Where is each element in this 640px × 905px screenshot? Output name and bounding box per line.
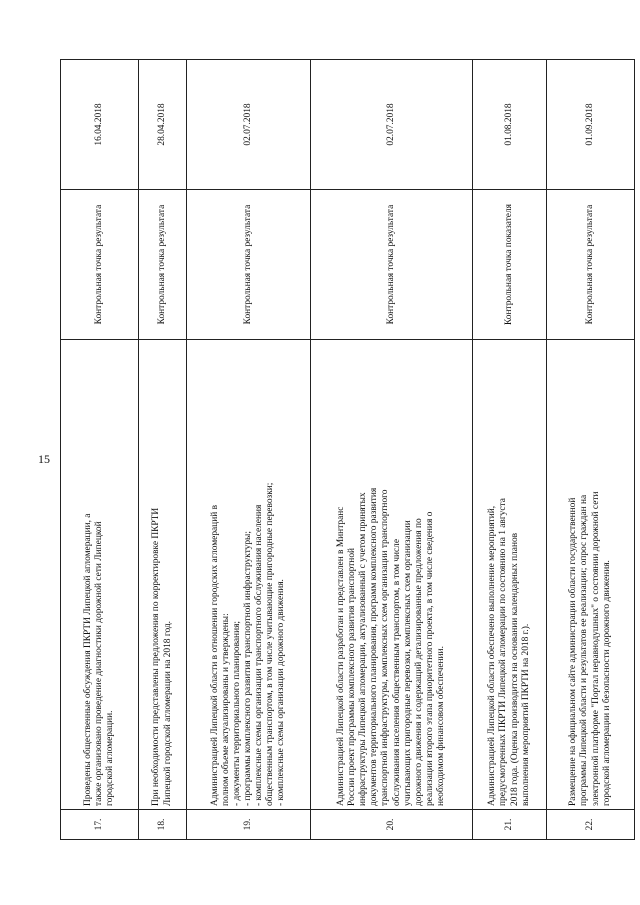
row-number: 20. <box>311 810 473 840</box>
description-line: Администрацией Липецкой области в отношении городских агломераций в <box>209 504 220 806</box>
description-line: учитывающих пригородные перевозки, комплексных схем организации <box>402 520 413 806</box>
description-line: 2018 года. (Оценка производится на основании календарных планов <box>509 532 520 806</box>
event-description <box>473 340 547 810</box>
description-line: городской агломерации. <box>105 710 116 806</box>
event-description <box>547 340 635 810</box>
description-line: реализации второго этапа приоритетного проекта, в том числе сведения о <box>424 511 435 806</box>
description-line: общественным транспортом, в том числе учитывающие пригородные перевозки; <box>265 482 276 806</box>
description-line: России проект программы комплексного развития транспортной <box>347 547 358 806</box>
table-container <box>60 60 612 840</box>
description-line: полном объеме актуализированы и утверждены: <box>220 613 231 806</box>
row-number: 22. <box>547 810 635 840</box>
deadline-date: 02.07.2018 <box>311 60 473 190</box>
description-line: дорожного движения и содержащий детализированные предложения по <box>413 518 424 806</box>
event-description <box>61 340 139 810</box>
description-line: выполнения мероприятий ПКРТИ на 2018 г.). <box>520 623 531 806</box>
description-line: программы Липецкой области и результатов ее реализации; опрос граждан на <box>579 494 590 806</box>
deadline-date: 01.09.2018 <box>547 60 635 190</box>
description-line: - программы комплексного развития транспортной инфраструктуры; <box>242 531 253 806</box>
description-line: - комплексные схемы организации транспортного обслуживания населения <box>254 504 265 806</box>
control-point-type: Контрольная точка результата <box>61 190 139 340</box>
description-line: инфраструктуры Липецкой агломерации, актуализованный с учетом принятых <box>358 492 369 806</box>
page-number: 15 <box>38 452 50 466</box>
description-line: Администрацией Липецкой области обеспечено выполнение мероприятий, <box>487 505 498 806</box>
event-description <box>311 340 473 810</box>
description-line: электронной платформе "Портал неравнодушных" о состоянии дорожной сети <box>590 491 601 806</box>
row-number: 21. <box>473 810 547 840</box>
description-line: Размещение на официальном сайте администрации области государственной <box>568 497 579 806</box>
table-row <box>61 60 139 840</box>
control-point-type: Контрольная точка результата <box>187 190 311 340</box>
control-points-table <box>60 59 635 840</box>
description-line: При необходимости представлены предложения по корректировке ПКРТИ <box>151 507 162 806</box>
control-point-type: Контрольная точка результата <box>311 190 473 340</box>
description-line: - комплексные схемы организации дорожного движения. <box>276 579 287 806</box>
control-point-type: Контрольная точка результата <box>139 190 187 340</box>
description-line: также организовано проведение диагностики дорожной сети Липецкой <box>93 521 104 806</box>
description-line: городской агломерации и безопасности дорожного движения. <box>601 560 612 806</box>
control-point-type: Контрольная точка результата <box>547 190 635 340</box>
description-line: необходимом финансовом обеспечении. <box>435 646 446 806</box>
table-row <box>139 60 187 840</box>
row-number: 18. <box>139 810 187 840</box>
table-row <box>473 60 547 840</box>
row-number: 17. <box>61 810 139 840</box>
table-row <box>187 60 311 840</box>
table-row <box>311 60 473 840</box>
deadline-date: 28.04.2018 <box>139 60 187 190</box>
description-line: Липецкой городской агломерации на 2018 год. <box>162 621 173 806</box>
row-number: 19. <box>187 810 311 840</box>
control-point-type: Контрольная точка показателя <box>473 190 547 340</box>
description-line: обслуживания населения общественным транспортом, в том числе <box>391 539 402 806</box>
description-line: предусмотренных ПКРТИ Липецкой агломерации по состоянию на 1 августа <box>498 498 509 806</box>
deadline-date: 02.07.2018 <box>187 60 311 190</box>
description-line: - документы территориального планирования; <box>231 621 242 806</box>
deadline-date: 16.04.2018 <box>61 60 139 190</box>
description-line: документов территориального планирования, программ комплексного развития <box>369 487 380 806</box>
description-line: Проведены общественные обсуждения ПКРТИ Липецкой агломерации, а <box>82 513 93 806</box>
description-line: Администрацией Липецкой области разработан и представлен в Минтранс <box>336 506 347 806</box>
rotated-table <box>60 60 612 840</box>
table-row <box>547 60 635 840</box>
description-line: транспортной инфраструктуры, комплексных схем организации транспортного <box>380 489 391 806</box>
deadline-date: 01.08.2018 <box>473 60 547 190</box>
event-description <box>187 340 311 810</box>
event-description <box>139 340 187 810</box>
